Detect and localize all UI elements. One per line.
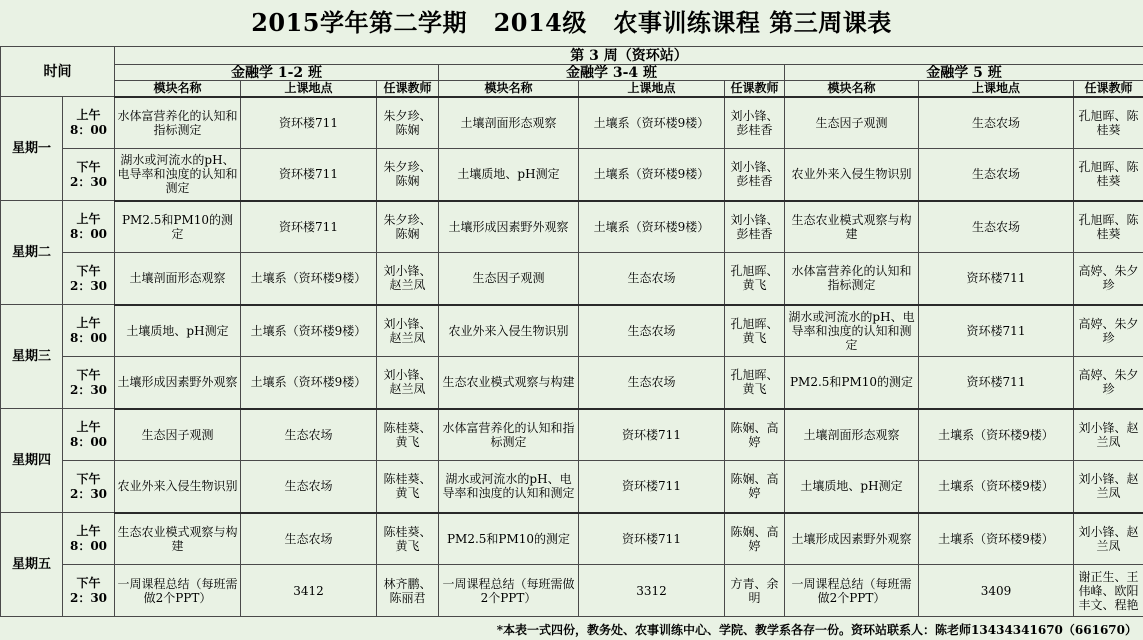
location-cell: 生态农场 bbox=[241, 513, 377, 565]
page-title: 2015学年第二学期 2014级 农事训练课程 第三周课表 bbox=[251, 8, 892, 37]
teacher-cell: 朱夕珍、陈娴 bbox=[377, 201, 439, 253]
location-cell: 生态农场 bbox=[579, 253, 725, 305]
day-label: 星期四 bbox=[1, 409, 63, 513]
time-slot-label: 上午 8：00 bbox=[63, 97, 115, 149]
day-label: 星期三 bbox=[1, 305, 63, 409]
location-cell: 资环楼711 bbox=[241, 149, 377, 201]
teacher-cell: 陈桂葵、黄飞 bbox=[377, 409, 439, 461]
table-row bbox=[1, 565, 1143, 617]
module-cell: 农业外来入侵生物识别 bbox=[439, 305, 579, 357]
location-cell: 生态农场 bbox=[241, 409, 377, 461]
table-row bbox=[1, 149, 1143, 201]
footnote: *本表一式四份，教务处、农事训练中心、学院、教学系各存一份。资环站联系人：陈老师13434341670（661670） bbox=[496, 623, 1137, 637]
module-cell: 土壤形成因素野外观察 bbox=[439, 201, 579, 253]
teacher-cell: 刘小锋、赵兰凤 bbox=[377, 305, 439, 357]
location-cell: 资环楼711 bbox=[579, 513, 725, 565]
teacher-cell: 孔旭晖、黄飞 bbox=[725, 253, 785, 305]
table-row bbox=[1, 201, 1143, 253]
time-slot-label: 上午 8：00 bbox=[63, 513, 115, 565]
module-cell: 土壤形成因素野外观察 bbox=[115, 357, 241, 409]
location-cell: 土壤系（资环楼9楼） bbox=[241, 253, 377, 305]
module-cell: 水体富营养化的认知和指标测定 bbox=[439, 409, 579, 461]
table-row bbox=[1, 97, 1143, 149]
location-cell: 资环楼711 bbox=[241, 201, 377, 253]
location-cell: 资环楼711 bbox=[919, 357, 1074, 409]
col-teacher-3: 任课教师 bbox=[1074, 81, 1143, 97]
location-cell: 生态农场 bbox=[241, 461, 377, 513]
module-cell: 一周课程总结（每班需做2个PPT） bbox=[439, 565, 579, 617]
module-cell: 土壤剖面形态观察 bbox=[785, 409, 919, 461]
teacher-cell: 高婷、朱夕珍 bbox=[1074, 253, 1143, 305]
col-location-1: 上课地点 bbox=[241, 81, 377, 97]
table-row bbox=[1, 513, 1143, 565]
module-cell: 生态农业模式观察与构建 bbox=[439, 357, 579, 409]
table-row bbox=[1, 305, 1143, 357]
teacher-cell: 刘小锋、赵兰凤 bbox=[377, 357, 439, 409]
teacher-cell: 刘小锋、赵兰凤 bbox=[377, 253, 439, 305]
module-cell: PM2.5和PM10的测定 bbox=[439, 513, 579, 565]
module-cell: 一周课程总结（每班需做2个PPT） bbox=[785, 565, 919, 617]
location-cell: 生态农场 bbox=[919, 97, 1074, 149]
location-cell: 土壤系（资环楼9楼） bbox=[919, 513, 1074, 565]
location-cell: 资环楼711 bbox=[579, 409, 725, 461]
location-cell: 土壤系（资环楼9楼） bbox=[919, 409, 1074, 461]
class-header-3: 金融学 5 班 bbox=[785, 65, 1143, 81]
col-location-3: 上课地点 bbox=[919, 81, 1074, 97]
module-cell: PM2.5和PM10的测定 bbox=[785, 357, 919, 409]
schedule-table bbox=[0, 46, 1143, 617]
teacher-cell: 陈桂葵、黄飞 bbox=[377, 513, 439, 565]
class-header-1: 金融学 1-2 班 bbox=[115, 65, 439, 81]
col-location-2: 上课地点 bbox=[579, 81, 725, 97]
module-cell: 农业外来入侵生物识别 bbox=[785, 149, 919, 201]
teacher-cell: 朱夕珍、陈娴 bbox=[377, 149, 439, 201]
teacher-cell: 谢正生、王伟峰、欧阳丰文、程艳 bbox=[1074, 565, 1143, 617]
location-cell: 3412 bbox=[241, 565, 377, 617]
module-cell: 生态因子观测 bbox=[115, 409, 241, 461]
week-header: 第 3 周（资环站） bbox=[115, 47, 1143, 65]
teacher-cell: 高婷、朱夕珍 bbox=[1074, 357, 1143, 409]
module-cell: 生态因子观测 bbox=[439, 253, 579, 305]
col-teacher-1: 任课教师 bbox=[377, 81, 439, 97]
module-cell: 土壤剖面形态观察 bbox=[439, 97, 579, 149]
time-slot-label: 下午 2：30 bbox=[63, 461, 115, 513]
location-cell: 土壤系（资环楼9楼） bbox=[579, 201, 725, 253]
day-label: 星期一 bbox=[1, 97, 63, 201]
module-cell: PM2.5和PM10的测定 bbox=[115, 201, 241, 253]
module-cell: 生态农业模式观察与构建 bbox=[785, 201, 919, 253]
location-cell: 资环楼711 bbox=[579, 461, 725, 513]
col-teacher-2: 任课教师 bbox=[725, 81, 785, 97]
location-cell: 3312 bbox=[579, 565, 725, 617]
location-cell: 土壤系（资环楼9楼） bbox=[241, 357, 377, 409]
module-cell: 土壤质地、pH测定 bbox=[115, 305, 241, 357]
table-row bbox=[1, 357, 1143, 409]
time-slot-label: 下午 2：30 bbox=[63, 149, 115, 201]
teacher-cell: 朱夕珍、陈娴 bbox=[377, 97, 439, 149]
teacher-cell: 孔旭晖、陈桂葵 bbox=[1074, 201, 1143, 253]
teacher-cell: 刘小锋、彭桂香 bbox=[725, 149, 785, 201]
module-cell: 一周课程总结（每班需做2个PPT） bbox=[115, 565, 241, 617]
location-cell: 土壤系（资环楼9楼） bbox=[579, 149, 725, 201]
location-cell: 资环楼711 bbox=[241, 97, 377, 149]
location-cell: 资环楼711 bbox=[919, 305, 1074, 357]
table-row bbox=[1, 253, 1143, 305]
teacher-cell: 方青、余明 bbox=[725, 565, 785, 617]
day-label: 星期二 bbox=[1, 201, 63, 305]
module-cell: 土壤剖面形态观察 bbox=[115, 253, 241, 305]
teacher-cell: 孔旭晖、陈桂葵 bbox=[1074, 149, 1143, 201]
col-module-2: 模块名称 bbox=[439, 81, 579, 97]
location-cell: 生态农场 bbox=[919, 201, 1074, 253]
location-cell: 生态农场 bbox=[919, 149, 1074, 201]
module-cell: 湖水或河流水的pH、电导率和浊度的认知和测定 bbox=[439, 461, 579, 513]
day-label: 星期五 bbox=[1, 513, 63, 617]
table-row bbox=[1, 461, 1143, 513]
teacher-cell: 刘小锋、赵兰凤 bbox=[1074, 409, 1143, 461]
teacher-cell: 林齐鹏、陈丽君 bbox=[377, 565, 439, 617]
module-cell: 水体富营养化的认知和指标测定 bbox=[115, 97, 241, 149]
teacher-cell: 陈桂葵、黄飞 bbox=[377, 461, 439, 513]
teacher-cell: 陈娴、高婷 bbox=[725, 409, 785, 461]
module-cell: 生态因子观测 bbox=[785, 97, 919, 149]
time-slot-label: 上午 8：00 bbox=[63, 409, 115, 461]
time-slot-label: 下午 2：30 bbox=[63, 357, 115, 409]
module-cell: 土壤形成因素野外观察 bbox=[785, 513, 919, 565]
teacher-cell: 刘小锋、彭桂香 bbox=[725, 97, 785, 149]
time-slot-label: 上午 8：00 bbox=[63, 305, 115, 357]
table-row bbox=[1, 409, 1143, 461]
module-cell: 湖水或河流水的pH、电导率和浊度的认知和测定 bbox=[115, 149, 241, 201]
teacher-cell: 陈娴、高婷 bbox=[725, 461, 785, 513]
teacher-cell: 孔旭晖、陈桂葵 bbox=[1074, 97, 1143, 149]
location-cell: 3409 bbox=[919, 565, 1074, 617]
teacher-cell: 陈娴、高婷 bbox=[725, 513, 785, 565]
module-cell: 农业外来入侵生物识别 bbox=[115, 461, 241, 513]
module-cell: 土壤质地、pH测定 bbox=[439, 149, 579, 201]
location-cell: 土壤系（资环楼9楼） bbox=[579, 97, 725, 149]
time-header: 时间 bbox=[1, 47, 115, 97]
module-cell: 生态农业模式观察与构建 bbox=[115, 513, 241, 565]
teacher-cell: 刘小锋、彭桂香 bbox=[725, 201, 785, 253]
time-slot-label: 上午 8：00 bbox=[63, 201, 115, 253]
teacher-cell: 高婷、朱夕珍 bbox=[1074, 305, 1143, 357]
module-cell: 湖水或河流水的pH、电导率和浊度的认知和测定 bbox=[785, 305, 919, 357]
location-cell: 土壤系（资环楼9楼） bbox=[241, 305, 377, 357]
location-cell: 土壤系（资环楼9楼） bbox=[919, 461, 1074, 513]
location-cell: 资环楼711 bbox=[919, 253, 1074, 305]
time-slot-label: 下午 2：30 bbox=[63, 565, 115, 617]
class-header-2: 金融学 3-4 班 bbox=[439, 65, 785, 81]
teacher-cell: 刘小锋、赵兰凤 bbox=[1074, 461, 1143, 513]
teacher-cell: 刘小锋、赵兰凤 bbox=[1074, 513, 1143, 565]
col-module-3: 模块名称 bbox=[785, 81, 919, 97]
teacher-cell: 孔旭晖、黄飞 bbox=[725, 357, 785, 409]
col-module-1: 模块名称 bbox=[115, 81, 241, 97]
teacher-cell: 孔旭晖、黄飞 bbox=[725, 305, 785, 357]
location-cell: 生态农场 bbox=[579, 357, 725, 409]
module-cell: 水体富营养化的认知和指标测定 bbox=[785, 253, 919, 305]
location-cell: 生态农场 bbox=[579, 305, 725, 357]
module-cell: 土壤质地、pH测定 bbox=[785, 461, 919, 513]
time-slot-label: 下午 2：30 bbox=[63, 253, 115, 305]
